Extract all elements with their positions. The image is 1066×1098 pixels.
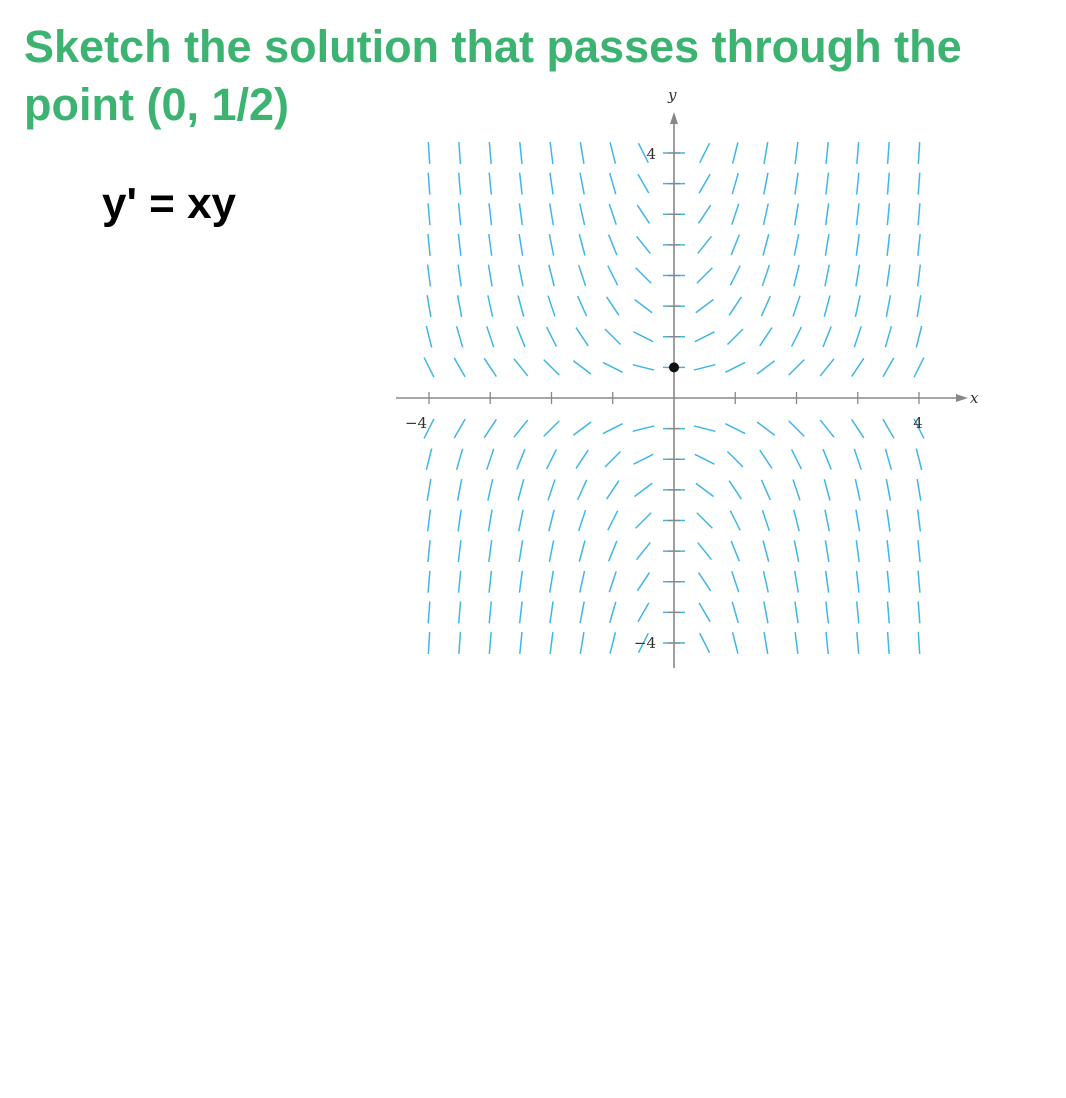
slope-segment (520, 173, 522, 195)
slope-segment (917, 479, 921, 501)
slope-segment (489, 601, 491, 623)
slope-segment (459, 601, 461, 623)
axes (396, 86, 979, 668)
slope-segment (426, 326, 431, 347)
slope-segment (580, 204, 585, 225)
slope-segment (695, 332, 715, 342)
slope-segment (603, 424, 623, 434)
slope-segment (579, 540, 585, 561)
slope-segment (550, 571, 554, 593)
slope-segment (856, 510, 860, 532)
slope-segment (634, 332, 654, 342)
slope-segment (520, 142, 522, 164)
slope-segment (792, 449, 802, 469)
slope-segment (695, 454, 715, 464)
x-tick-label-neg4: −4 (404, 414, 428, 432)
slope-segment (428, 632, 429, 654)
slope-segment (854, 449, 861, 470)
slope-segment (727, 451, 743, 467)
slope-segment (887, 601, 889, 623)
slope-segment (795, 173, 798, 195)
slope-segment (727, 329, 743, 345)
slope-segment (857, 142, 859, 164)
slope-segment (887, 203, 889, 225)
slope-segment (794, 234, 798, 256)
x-axis-arrowhead (956, 394, 968, 402)
slope-segment (458, 265, 461, 287)
slope-segment (793, 296, 800, 317)
slope-segment (427, 295, 431, 317)
slope-segment (459, 632, 461, 654)
slope-segment (548, 479, 555, 500)
slope-segment (886, 479, 890, 501)
slope-segment (549, 234, 553, 256)
slope-segment (883, 419, 894, 438)
slope-segment (580, 173, 584, 195)
slope-segment (826, 571, 829, 593)
slope-segment (459, 142, 461, 164)
slope-field-graph (390, 82, 990, 682)
initial-point (669, 362, 679, 372)
slope-segment (699, 603, 710, 622)
slope-segment (887, 173, 889, 195)
slope-segment (764, 602, 768, 624)
slope-segment (794, 540, 798, 562)
slope-segment (887, 540, 889, 562)
slope-segment (699, 174, 710, 193)
slope-segment (489, 173, 491, 195)
slope-segment (514, 420, 528, 437)
slope-segment (760, 450, 772, 468)
slope-segment (573, 361, 591, 374)
slope-segment (580, 602, 584, 624)
slope-segment (484, 419, 496, 437)
slope-segment (764, 173, 768, 195)
slope-segment (489, 540, 492, 562)
slope-segment (576, 328, 588, 346)
slope-segment (458, 540, 460, 562)
slope-segment (488, 265, 492, 287)
slope-segment (609, 204, 616, 225)
slope-segment (918, 203, 920, 225)
slope-segment (428, 173, 430, 195)
slope-segment (605, 329, 621, 345)
slope-segment (826, 601, 828, 623)
slope-segment (885, 449, 891, 470)
slope-segment (489, 234, 492, 256)
slope-segment (550, 203, 554, 225)
slope-segment (857, 601, 859, 623)
slope-segment (887, 510, 890, 532)
slope-segment (550, 632, 553, 654)
slope-segment (694, 426, 715, 431)
slope-segment (603, 362, 623, 372)
slope-segment (697, 513, 713, 529)
slope-segment (487, 449, 494, 470)
slope-segment (694, 365, 715, 370)
slope-segment (550, 173, 553, 195)
slope-segment (609, 541, 617, 561)
slope-segment (795, 142, 798, 164)
slope-segment (610, 142, 615, 163)
slope-segment (732, 173, 738, 194)
slope-segment (544, 360, 560, 376)
slope-segment (610, 173, 616, 194)
slope-segment (699, 573, 711, 591)
slope-segment (732, 571, 739, 592)
slope-segment (550, 142, 553, 164)
slope-segment (789, 421, 805, 437)
slope-segment (761, 480, 770, 500)
slope-segment (794, 265, 799, 286)
slope-segment (487, 326, 494, 347)
slope-segment (855, 295, 860, 316)
slope-segment (489, 142, 491, 164)
slope-segment (732, 204, 739, 225)
slope-segment (519, 234, 522, 256)
slope-segment (762, 510, 769, 531)
slope-segment (857, 173, 859, 195)
slope-segment (607, 297, 619, 315)
slope-segment (489, 632, 491, 654)
slope-segment (519, 203, 522, 225)
slope-segment (459, 571, 461, 593)
slope-segment (635, 300, 653, 313)
slope-segment (763, 204, 768, 225)
slope-segment (762, 265, 769, 286)
slope-segment (918, 173, 920, 195)
slope-segment (887, 234, 889, 256)
slope-segment (852, 358, 864, 376)
slope-segment (855, 479, 860, 500)
y-tick-label-neg4: −4 (633, 634, 656, 652)
slope-segment (914, 358, 924, 378)
slope-segment (857, 203, 859, 225)
x-tick-label-4: 4 (913, 414, 923, 432)
slope-segment (795, 601, 798, 623)
slope-segment (458, 234, 460, 256)
slope-segment (637, 573, 649, 591)
slope-segment (918, 510, 921, 532)
slope-segment (699, 205, 711, 223)
slope-segment (854, 326, 861, 347)
slope-segment (424, 358, 434, 378)
slope-segment (457, 326, 463, 347)
y-axis-label: y (668, 86, 677, 104)
slope-segment (916, 326, 921, 347)
slope-segment (731, 541, 739, 561)
slope-segment (607, 481, 619, 499)
slope-segment (633, 426, 654, 431)
slope-segment (732, 602, 738, 623)
slope-segment (610, 602, 616, 623)
slope-segment (918, 142, 919, 164)
slope-segment (428, 540, 430, 562)
slope-segment (700, 633, 710, 653)
slope-segment (826, 203, 829, 225)
slope-segment (518, 479, 524, 500)
slope-segment (637, 543, 651, 560)
slope-segment (696, 483, 714, 496)
slope-segment (609, 235, 617, 255)
slope-segment (725, 424, 745, 434)
slope-segment (820, 420, 834, 437)
slope-segment (795, 203, 799, 225)
slope-segment (917, 295, 921, 317)
slope-segment (918, 234, 920, 256)
slope-segment (757, 422, 775, 435)
slope-segment (458, 295, 462, 317)
slope-segment (549, 265, 554, 286)
slope-segment (824, 479, 830, 500)
slope-segment (454, 419, 465, 438)
slope-segment (916, 449, 921, 470)
slope-segment (856, 540, 859, 562)
differential-equation: y' = xy (102, 179, 237, 228)
slope-segment (608, 511, 618, 531)
slope-segment (610, 632, 615, 653)
slope-segment (825, 234, 828, 256)
slope-segment (579, 265, 586, 286)
slope-segment (760, 328, 772, 346)
slope-segment (459, 203, 461, 225)
slope-segment (633, 365, 654, 370)
slope-segment (764, 632, 768, 654)
slope-segment (636, 268, 652, 284)
slope-segment (488, 510, 492, 532)
slope-segment (580, 571, 585, 592)
slope-segment (457, 449, 463, 470)
slope-segment (608, 266, 618, 286)
slope-segment (636, 513, 652, 529)
slope-segment (885, 326, 891, 347)
slope-segment (824, 295, 830, 316)
slope-segment (696, 300, 714, 313)
slope-segment (548, 296, 555, 317)
slope-segment (638, 603, 649, 622)
slope-segment (826, 173, 828, 195)
slope-segment (761, 296, 770, 316)
slope-segment (573, 422, 591, 435)
slope-segment (730, 511, 740, 531)
slope-segment (428, 234, 430, 256)
slope-segment (580, 142, 584, 164)
slope-segment (888, 632, 890, 654)
slope-segment (888, 142, 890, 164)
slope-segment (763, 540, 769, 561)
slope-segment (635, 483, 653, 496)
slope-segment (918, 540, 920, 562)
slope-segment (580, 632, 584, 654)
slope-segment (698, 543, 712, 560)
slope-segment (887, 265, 890, 287)
slope-segment (795, 632, 798, 654)
slope-segment (579, 510, 586, 531)
slope-segment (764, 142, 768, 164)
slope-segment (823, 449, 831, 469)
slope-segment (549, 510, 554, 531)
slope-segment (794, 510, 799, 531)
slope-segment (825, 510, 829, 532)
slope-segment (700, 143, 710, 163)
slope-segment (484, 358, 496, 376)
slope-segment (517, 449, 525, 469)
slope-segment (517, 327, 525, 347)
slope-segment (519, 510, 523, 532)
slope-segment (489, 203, 491, 225)
slope-segment (733, 632, 738, 653)
slope-segment (519, 540, 522, 562)
slope-segment (795, 571, 799, 593)
slope-segment (731, 235, 739, 255)
slope-segment (549, 540, 553, 562)
slope-segment (609, 571, 616, 592)
slope-segment (918, 571, 920, 593)
slope-segment (733, 142, 738, 163)
slope-segment (823, 327, 831, 347)
slope-segment (458, 510, 461, 532)
problem-title: Sketch the solution that passes through the point (0, 1/2) (24, 21, 962, 130)
slope-segment (550, 601, 553, 623)
slope-segment (757, 361, 775, 374)
slope-segment (458, 479, 462, 501)
slope-segment (792, 327, 802, 347)
slope-segment (826, 142, 828, 164)
slope-segment (428, 203, 430, 225)
slope-segment (544, 421, 560, 437)
slope-segment (857, 632, 859, 654)
x-axis-label: x (970, 389, 979, 407)
slope-segment (428, 601, 430, 623)
slope-segment (576, 450, 588, 468)
slope-segment (428, 571, 430, 593)
slope-segment (518, 295, 524, 316)
slope-segment (637, 236, 651, 253)
slope-segment (883, 358, 894, 377)
slope-segment (519, 265, 523, 287)
slope-segment (637, 205, 649, 223)
slope-segment (789, 360, 805, 376)
slope-segment (427, 479, 431, 501)
slope-segment (918, 632, 919, 654)
slope-segment (826, 632, 828, 654)
slope-segment (488, 295, 493, 316)
slope-segment (488, 479, 493, 500)
slope-segment (638, 174, 649, 193)
slope-segment (763, 234, 769, 255)
slope-segment (825, 540, 828, 562)
slope-segment (886, 295, 890, 317)
slope-segment (428, 510, 431, 532)
slope-segment (520, 601, 522, 623)
y-axis-arrowhead (670, 112, 678, 124)
slope-segment (428, 142, 429, 164)
slope-segment (489, 571, 491, 593)
slope-segment (918, 265, 921, 287)
slope-segment (697, 268, 713, 284)
slope-segment (519, 571, 522, 593)
slope-segment (454, 358, 465, 377)
slope-segment (547, 327, 557, 347)
slope-segment (730, 266, 740, 286)
slope-segment (820, 359, 834, 376)
slope-segment (634, 454, 654, 464)
slope-segment (514, 359, 528, 376)
slope-segment (428, 265, 431, 287)
slope-segment (857, 571, 859, 593)
slope-segment (579, 234, 585, 255)
slope-segment (547, 449, 557, 469)
slope-segment (426, 449, 431, 470)
y-tick-label-4: 4 (646, 145, 656, 163)
slope-segment (793, 479, 800, 500)
slope-segment (578, 480, 587, 500)
slope-segment (729, 297, 741, 315)
slope-segment (520, 632, 522, 654)
slope-segment (578, 296, 587, 316)
slope-segment (698, 236, 712, 253)
slope-segment (887, 571, 889, 593)
slope-segment (725, 362, 745, 372)
slope-segment (605, 451, 621, 467)
slope-segment (763, 571, 768, 592)
slope-segment (852, 419, 864, 437)
slope-segment (856, 265, 860, 287)
slope-segment (459, 173, 461, 195)
slope-segment (825, 265, 829, 287)
slope-segment (729, 481, 741, 499)
slope-segment (856, 234, 859, 256)
slope-segment (918, 601, 920, 623)
